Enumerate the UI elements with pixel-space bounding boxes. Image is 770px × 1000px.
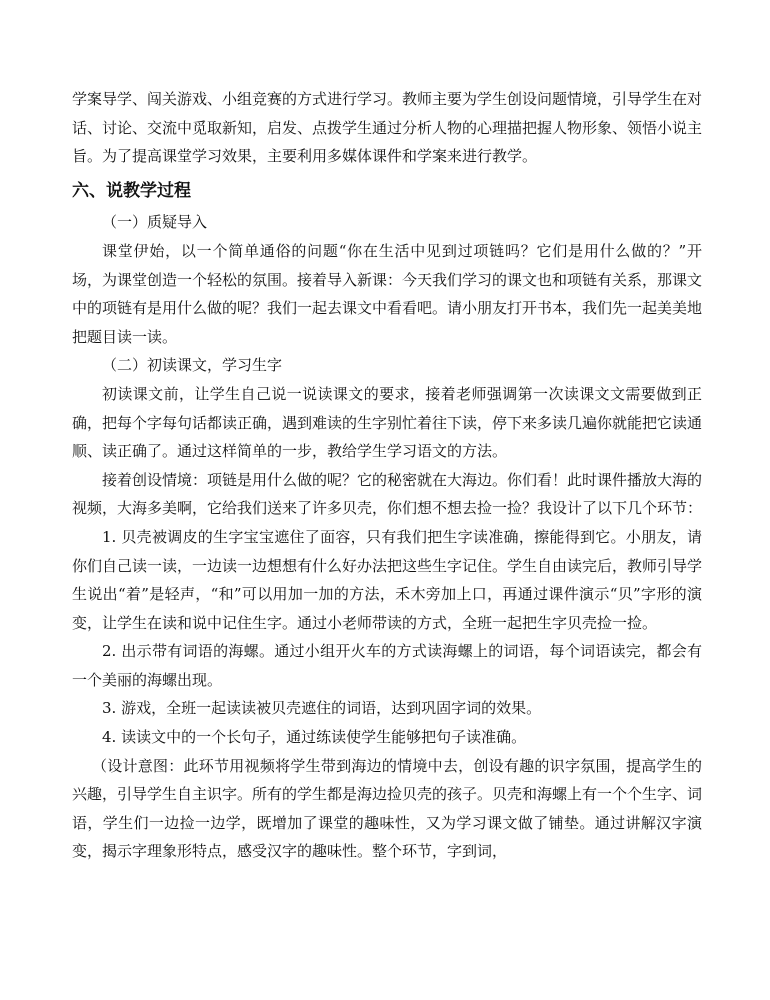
subsection-title-2: （二）初读课文，学习生字 <box>102 356 283 375</box>
document-body <box>72 85 702 866</box>
intro-paragraph: 学案导学、闯关游戏、小组竞赛的方式进行学习。教师主要为学生创设问题情境，引导学生在对话、讨论、交流中觅取新知，启发、点拨学生通过分析人物的心理描把握人物形象、领悟小说主旨。为了提高课堂学习效果，主要利用多媒体课件和学案来进行教学。 <box>72 90 703 166</box>
subsection-2-paragraph-2: 接着创设情境：项链是用什么做的呢？它的秘密就在大海边。你们看！此时课件播放大海的视频，大海多美啊，它给我们送来了许多贝壳，你们想不想去捡一捡？我设计了以下几个环节： <box>72 470 703 518</box>
subsection-2-paragraph-1: 初读课文前，让学生自己说一说读课文的要求，接着老师强调第一次读课文文需要做到正确，把每个字每句话都读正确，遇到难读的生字别忙着往下读，停下来多读几遍你就能把它读通顺、读正确了。通过这样简单的一步，教给学生学习语文的方法。 <box>72 384 703 461</box>
step-1: 1. 贝壳被调皮的生字宝宝遮住了面容，只有我们把生字读准确，擦能得到它。小朋友，请你们自己读一读，一边读一边想想有什么好办法把这些生字记住。学生自由读完后，教师引导学生说出“着”是轻声，“和”可以用加一加的方法，禾木旁加上口，再通过课件演示“贝”字形的演变，让学生在读和说中记住生字。通过小老师带读的方式，全班一起把生字贝壳捡一捡。 <box>72 527 703 632</box>
step-4: 4. 读读文中的一个长句子，通过练读使学生能够把句子读准确。 <box>102 728 527 747</box>
step-3: 3. 游戏，全班一起读读被贝壳遮住的词语，达到巩固字词的效果。 <box>102 699 542 718</box>
section-heading: 六、说教学过程 <box>72 180 191 201</box>
step-2: 2. 出示带有词语的海螺。通过小组开火车的方式读海螺上的词语，每个词语读完，都会有一个美丽的海螺出现。 <box>72 642 702 689</box>
subsection-1-paragraph: 课堂伊始，以一个简单通俗的问题“你在生活中见到过项链吗？它们是用什么做的？”开场，为课堂创造一个轻松的氛围。接着导入新课：今天我们学习的课文也和项链有关系，那课文中的项链有是用什么做的呢？我们一起去课文中看看吧。请小朋友打开书本，我们先一起美美地把题目读一读。 <box>72 241 703 346</box>
subsection-title-1: （一）质疑导入 <box>102 213 208 232</box>
design-intent-paragraph: （设计意图：此环节用视频将学生带到海边的情境中去，创设有趣的识字氛围，提高学生的兴趣，引导学生自主识字。所有的学生都是海边捡贝壳的孩子。贝壳和海螺上有一个个生字、词语，学生们一边捡一边学，既增加了课堂的趣味性，又为学习课文做了铺垫。通过讲解汉字演变，揭示字理象形特点，感受汉字的趣味性。整个环节，字到词， <box>72 756 703 861</box>
